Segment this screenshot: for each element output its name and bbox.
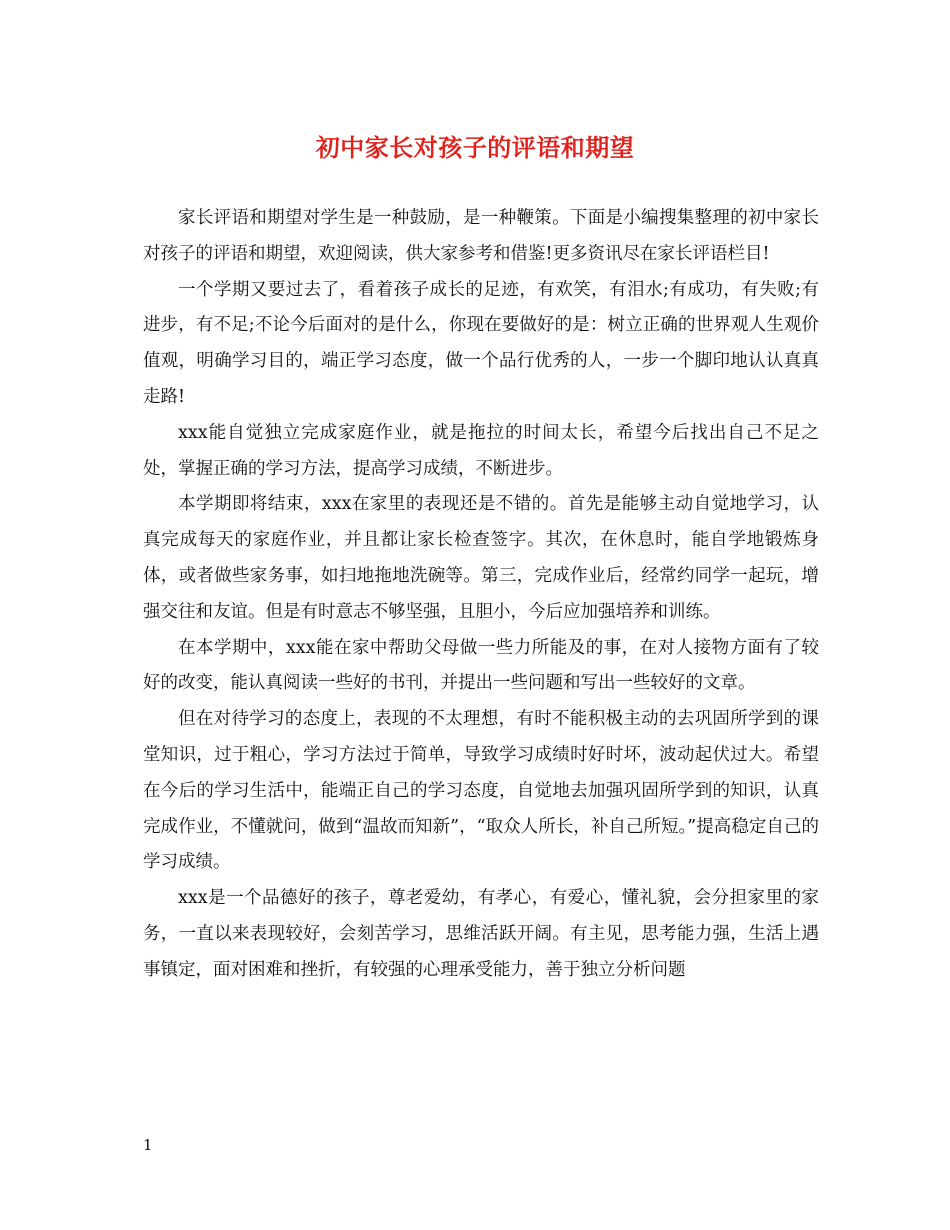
paragraph-comment-2: xxx能自觉独立完成家庭作业，就是拖拉的时间太长，希望今后找出自己不足之处，掌握正确的学习方法，提高学习成绩，不断进步。 [143, 422, 819, 479]
paragraph-comment-1: 一个学期又要过去了，看着孩子成长的足迹，有欢笑，有泪水;有成功，有失败;有进步，有不足;不论今后面对的是什么，你现在要做好的是：树立正确的世界观人生观价值观，明确学习目的，端正学习态度，做一个品行优秀的人，一步一个脚印地认认真真走路! [143, 279, 819, 407]
document-title: 初中家长对孩子的评语和期望 [315, 133, 635, 162]
paragraph-comment-3: 本学期即将结束，xxx在家里的表现还是不错的。首先是能够主动自觉地学习，认真完成每天的家庭作业，并且都让家长检查签字。其次，在休息时，能自学地锻炼身体，或者做些家务事，如扫地拖地洗碗等。第三，完成作业后，经常约同学一起玩，增强交往和友谊。但是有时意志不够坚强，且胆小，今后应加强培养和训练。 [143, 494, 819, 622]
paragraph-intro: 家长评语和期望对学生是一种鼓励，是一种鞭策。下面是小编搜集整理的初中家长对孩子的评语和期望，欢迎阅读，供大家参考和借鉴!更多资讯尽在家长评语栏目! [143, 208, 819, 264]
paragraph-comment-4: 在本学期中，xxx能在家中帮助父母做一些力所能及的事，在对人接物方面有了较好的改变，能认真阅读一些好的书刊，并提出一些问题和写出一些较好的文章。 [143, 637, 819, 694]
paragraph-comment-6: xxx是一个品德好的孩子，尊老爱幼，有孝心，有爱心，懂礼貌，会分担家里的家务，一直以来表现较好，会刻苦学习，思维活跃开阔。有主见，思考能力强，生活上遇事镇定，面对困难和挫折，有较强的心理承受能力，善于独立分析问题 [143, 888, 819, 980]
document-body [143, 201, 819, 989]
paragraph-comment-5: 但在对待学习的态度上，表现的不太理想，有时不能积极主动的去巩固所学到的课堂知识，过于粗心，学习方法过于简单，导致学习成绩时好时坏，波动起伏过大。希望在今后的学习生活中，能端正自己的学习态度，自觉地去加强巩固所学到的知识，认真完成作业，不懂就问，做到“温故而知新”，“取众人所长，补自己所短。”提高稳定自己的学习成绩。 [143, 709, 819, 873]
page-number: 1 [143, 1136, 153, 1154]
